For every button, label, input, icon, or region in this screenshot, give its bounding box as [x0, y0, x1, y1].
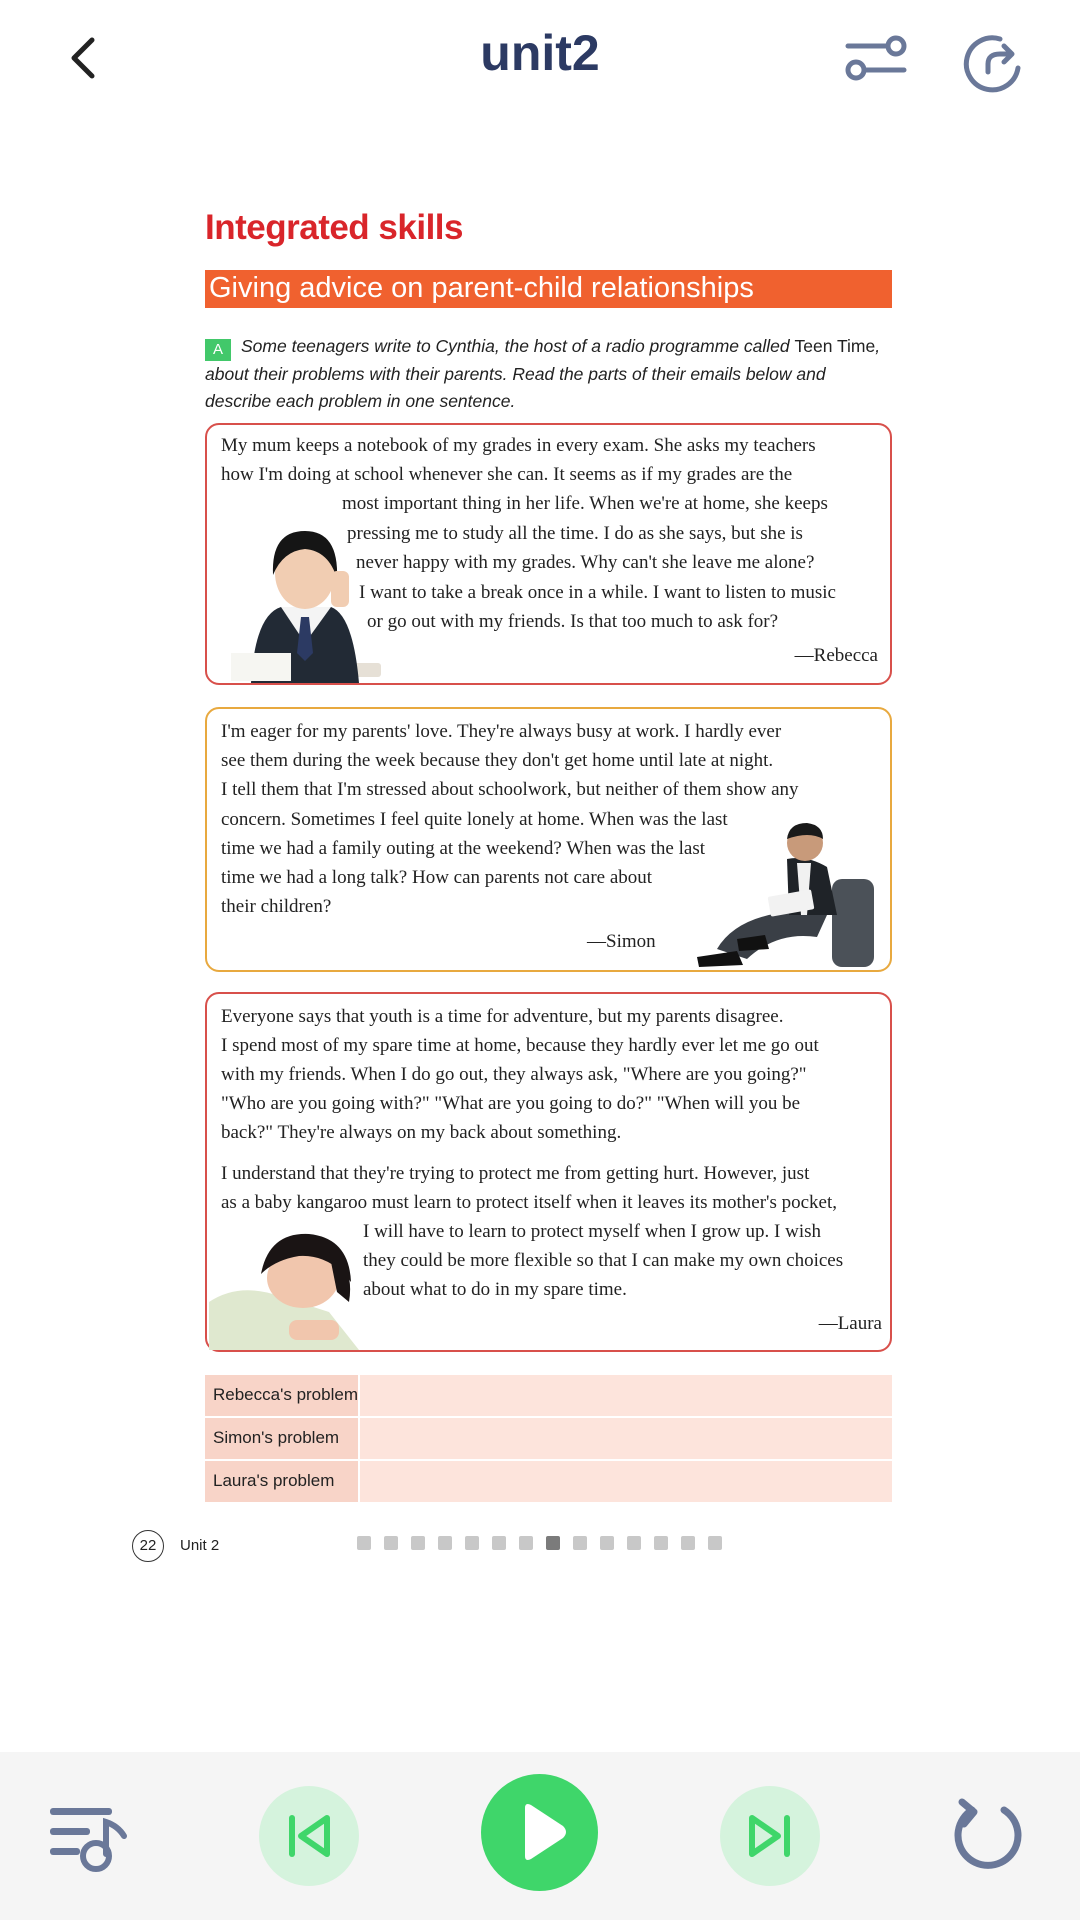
email-line: how I'm doing at school whenever she can. It seems as if my grades are the	[221, 464, 793, 485]
settings-button[interactable]	[840, 30, 912, 86]
email-line: most important thing in her life. When we're at home, she keeps	[342, 493, 828, 514]
email-line: back?" They're always on my back about something.	[221, 1122, 622, 1143]
answer-cell	[360, 1375, 892, 1416]
play-icon	[481, 1774, 598, 1891]
page-dot[interactable]	[600, 1536, 614, 1550]
exercise-badge: A	[205, 339, 231, 361]
page-dot[interactable]	[357, 1536, 371, 1550]
page-dot[interactable]	[519, 1536, 533, 1550]
email-laura	[205, 992, 892, 1352]
instruction-text	[205, 333, 895, 415]
email-line: My mum keeps a notebook of my grades in every exam. She asks my teachers	[221, 435, 816, 456]
email-signature: —Simon	[587, 931, 656, 952]
table-row	[205, 1461, 892, 1502]
email-line: their children?	[221, 896, 332, 917]
page-dot[interactable]	[465, 1536, 479, 1550]
email-rebecca	[205, 423, 892, 685]
email-line: see them during the week because they don't get home until late at night.	[221, 750, 774, 771]
page-dot[interactable]	[384, 1536, 398, 1550]
student-studying-photo	[221, 503, 381, 683]
skip-next-icon	[720, 1786, 820, 1886]
row-label: Laura's problem	[205, 1461, 358, 1502]
email-signature: —Laura	[818, 1313, 882, 1334]
email-line: I will have to learn to protect myself when I grow up. I wish	[363, 1221, 821, 1242]
section-heading: Integrated skills	[205, 208, 463, 247]
page-dot[interactable]	[438, 1536, 452, 1550]
row-label: Rebecca's problem	[205, 1375, 358, 1416]
email-line: I tell them that I'm stressed about schoolwork, but neither of them show any	[221, 779, 799, 800]
skip-previous-icon	[259, 1786, 359, 1886]
play-button[interactable]	[481, 1774, 598, 1891]
page-number: 22	[132, 1530, 164, 1562]
share-icon	[960, 28, 1032, 100]
email-line: pressing me to study all the time. I do as she says, but she is	[347, 523, 803, 544]
student-reading-photo	[677, 819, 889, 969]
email-line: never happy with my grades. Why can't she leave me alone?	[356, 552, 815, 573]
email-line: concern. Sometimes I feel quite lonely at home. When was the last	[221, 809, 728, 830]
instruction-part-2: , about their problems with their parents. Read the parts of their emails below and describe each problem in one sentence.	[205, 336, 881, 411]
page-dot[interactable]	[654, 1536, 668, 1550]
email-line: with my friends. When I do go out, they always ask, "Where are you going?"	[221, 1064, 807, 1085]
share-button[interactable]	[960, 28, 1032, 100]
page-title: unit2	[480, 25, 600, 81]
page-dot[interactable]	[573, 1536, 587, 1550]
textbook-page	[0, 120, 1080, 1560]
answer-cell	[360, 1461, 892, 1502]
sliders-icon	[840, 30, 912, 86]
email-line: they could be more flexible so that I can make my own choices	[363, 1250, 844, 1271]
page-dot[interactable]	[492, 1536, 506, 1550]
audio-player-bar	[0, 1752, 1080, 1920]
email-line: "Who are you going with?" "What are you going to do?" "When will you be	[221, 1093, 801, 1114]
page-indicator[interactable]	[357, 1536, 722, 1552]
section-banner	[205, 270, 892, 308]
next-track-button[interactable]	[720, 1786, 820, 1886]
email-line: I'm eager for my parents' love. They're always busy at work. I hardly ever	[221, 721, 782, 742]
row-label: Simon's problem	[205, 1418, 358, 1459]
page-dot[interactable]	[411, 1536, 425, 1550]
page-dot[interactable]	[708, 1536, 722, 1550]
playlist-icon	[46, 1802, 136, 1877]
email-line: I understand that they're trying to protect me from getting hurt. However, just	[221, 1163, 810, 1184]
email-simon	[205, 707, 892, 972]
email-line: as a baby kangaroo must learn to protect itself when it leaves its mother's pocket,	[221, 1192, 837, 1213]
email-line: I want to take a break once in a while. I want to listen to music	[359, 582, 836, 603]
email-line: time we had a family outing at the weekend? When was the last	[221, 838, 705, 859]
instruction-part-1: Some teenagers write to Cynthia, the host of a radio programme called	[241, 336, 795, 356]
playlist-button[interactable]	[46, 1802, 136, 1877]
email-line: Everyone says that youth is a time for adventure, but my parents disagree.	[221, 1006, 784, 1027]
page-dot[interactable]	[627, 1536, 641, 1550]
previous-track-button[interactable]	[259, 1786, 359, 1886]
top-bar	[0, 0, 1080, 120]
unit-label: Unit 2	[180, 1537, 220, 1554]
table-row	[205, 1375, 892, 1416]
email-line: or go out with my friends. Is that too much to ask for?	[367, 611, 779, 632]
replay-button[interactable]	[948, 1796, 1028, 1876]
email-signature: —Rebecca	[794, 645, 878, 666]
answer-cell	[360, 1418, 892, 1459]
page-dot[interactable]	[681, 1536, 695, 1550]
banner-text: Giving advice on parent-child relationships	[209, 272, 754, 304]
replay-icon	[948, 1796, 1028, 1876]
email-line: about what to do in my spare time.	[363, 1279, 627, 1300]
girl-resting-photo	[209, 1222, 359, 1350]
email-line: I spend most of my spare time at home, because they hardly ever let me go out	[221, 1035, 819, 1056]
table-row	[205, 1418, 892, 1459]
problem-table	[205, 1375, 892, 1504]
show-name: Teen Time	[794, 336, 876, 356]
email-line: time we had a long talk? How can parents not care about	[221, 867, 653, 888]
page-dot[interactable]	[546, 1536, 560, 1550]
